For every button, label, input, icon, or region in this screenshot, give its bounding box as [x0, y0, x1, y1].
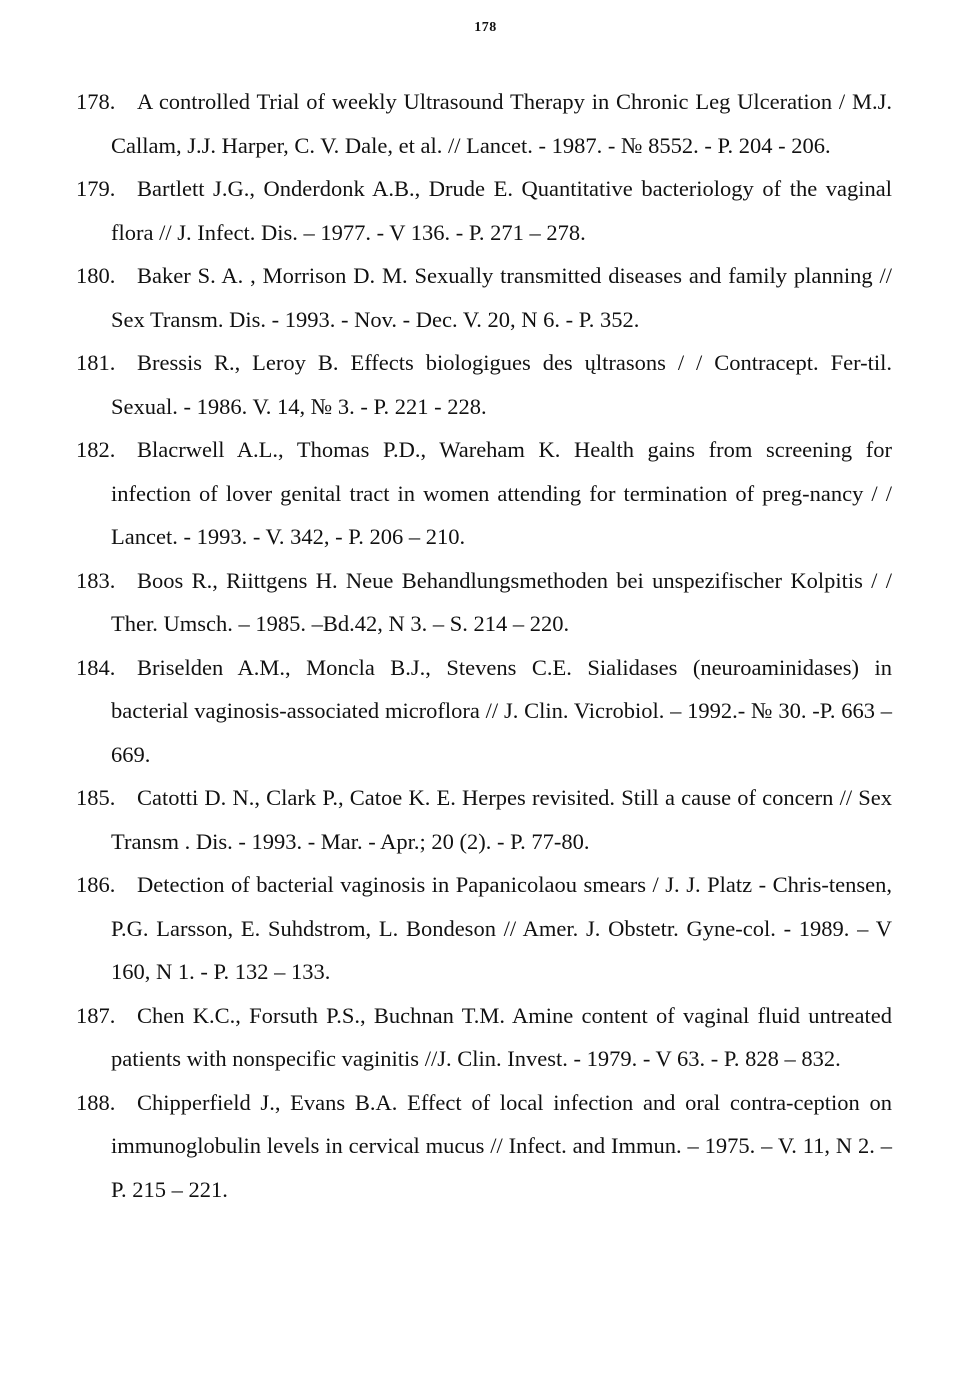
reference-number: 188.	[76, 1089, 116, 1115]
reference-text: Catotti D. N., Clark P., Catoe K. E. Herpes revisited. Still a cause of concern // Sex Transm . Dis. - 1993. - Mar. - Apr.; 20 (2). - P. 77-80.	[111, 785, 892, 854]
reference-item	[76, 428, 892, 559]
reference-text: A controlled Trial of weekly Ultrasound Therapy in Chronic Leg Ulceration / M.J. Callam, J.J. Harper, C. V. Dale, et al. // Lancet. - 1987. - № 8552. - P. 204 - 206.	[111, 89, 892, 158]
reference-number: 182.	[76, 437, 116, 462]
reference-item	[76, 646, 892, 777]
reference-text: Bartlett J.G., Onderdonk A.B., Drude E. Quantitative bacteriology of the vaginal flora // J. Infect. Dis. – 1977. - V 136. - P. 271 – 278.	[111, 176, 892, 245]
reference-text: Detection of bacterial vaginosis in Papanicolaou smears / J. J. Platz - Chris-tensen, P.G. Larsson, E. Suhdstrom, L. Bondeson // Amer. J. Obstetr. Gyne-col. - 1989. – V 160, N 1. - P. 132 – 133.	[111, 872, 892, 984]
reference-text: Chen K.C., Forsuth P.S., Buchnan T.M. Amine content of vaginal fluid untreated patients with nonspecific vaginitis //J. Clin. Invest. - 1979. - V 63. - P. 828 – 832.	[111, 1002, 892, 1071]
reference-text: Bressis R., Leroy B. Effects biologigues des ųltrasons / / Contracept. Fer-til. Sexual. - 1986. V. 14, № 3. - P. 221 - 228.	[111, 350, 892, 419]
reference-item	[76, 341, 892, 428]
reference-item	[76, 80, 892, 167]
reference-item	[76, 167, 892, 254]
reference-text: Chipperfield J., Evans B.A. Effect of local infection and oral contra-ception on immunoglobulin levels in cervical mucus // Infect. and Immun. – 1975. – V. 11, N 2. – P. 215 – 221.	[111, 1089, 892, 1202]
reference-number: 180.	[76, 263, 116, 288]
reference-text: Boos R., Riittgens H. Neue Behandlungsmethoden bei unspezifischer Kolpitis / / Ther. Umsch. – 1985. –Bd.42, N 3. – S. 214 – 220.	[111, 567, 892, 636]
reference-item	[76, 776, 892, 863]
reference-text: Blacrwell A.L., Thomas P.D., Wareham K. Health gains from screening for infection of lover genital tract in women attending for termination of preg-nancy / / Lancet. - 1993. - V. 342, - P. 206 – 210.	[111, 437, 892, 549]
reference-number: 184.	[76, 654, 116, 680]
reference-number: 183.	[76, 567, 116, 593]
reference-number: 178.	[76, 89, 116, 114]
reference-number: 181.	[76, 350, 116, 375]
reference-number: 186.	[76, 872, 116, 897]
reference-number: 185.	[76, 785, 116, 810]
reference-number: 179.	[76, 176, 116, 201]
reference-item	[76, 994, 892, 1081]
reference-item	[76, 1081, 892, 1212]
reference-item	[76, 559, 892, 646]
reference-item	[76, 254, 892, 341]
page-number: 178	[474, 20, 497, 35]
reference-text: Baker S. A. , Morrison D. M. Sexually transmitted diseases and family planning // Sex Transm. Dis. - 1993. - Nov. - Dec. V. 20, N 6. - P. 352.	[111, 263, 892, 332]
reference-text: Briselden A.M., Moncla B.J., Stevens C.E. Sialidases (neuroaminidases) in bacterial vaginosis-associated microflora // J. Clin. Vicrobiol. – 1992.- № 30. -P. 663 – 669.	[111, 654, 892, 767]
reference-number: 187.	[76, 1002, 116, 1028]
reference-item	[76, 863, 892, 994]
reference-list	[76, 80, 892, 1211]
